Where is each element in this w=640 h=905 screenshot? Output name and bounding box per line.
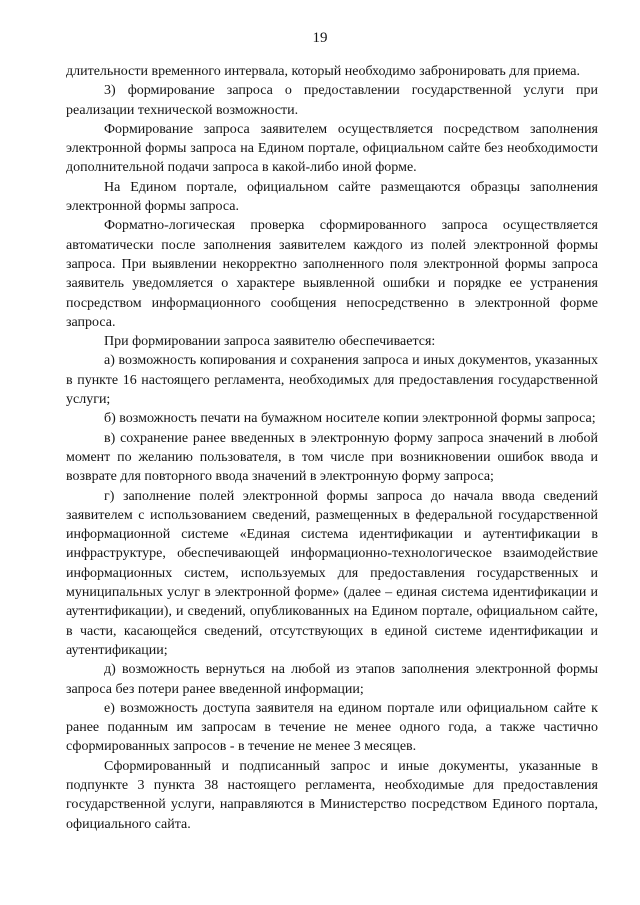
list-item-v: в) сохранение ранее введенных в электронную форму запроса значений в любой момент по желанию пользователя, в том числе при возникновении ошибок ввода и возврате для повторного ввода значений в электронную форму запроса; xyxy=(66,430,598,485)
paragraph-samples: На Едином портале, официальном сайте размещаются образцы заполнения электронной формы запроса. xyxy=(66,179,598,215)
page-number: 19 xyxy=(312,30,328,46)
list-item-e: е) возможность доступа заявителя на едином портале или официальном сайте к ранее поданным им запросам в течение не менее одного года, а также частично сформированных запросов - в течение не менее 3 месяцев. xyxy=(66,700,598,755)
paragraph-item-3: 3) формирование запроса о предоставлении государственной услуги при реализации технической возможности. xyxy=(66,83,598,118)
list-item-b: б) возможность печати на бумажном носителе копии электронной формы запроса; xyxy=(104,411,596,427)
paragraph-provided: При формировании запроса заявителю обеспечивается: xyxy=(104,334,436,350)
document-body xyxy=(66,62,598,834)
list-item-g: г) заполнение полей электронной формы запроса до начала ввода сведений заявителем с использованием сведений, размещенных в федеральной государственной информационной системе «Единая система идентификации и аутентификации в инфраструктуре, обеспечивающей информационно-технологическое взаимодействие информационных систем, используемых для предоставления государственных и муниципальных услуг в электронной форме» (далее – единая система идентификации и аутентификации), и сведений, опубликованных на Едином портале, официальном сайте, в части, касающейся сведений, отсутствующих в единой системе идентификации и аутентификации; xyxy=(66,488,598,658)
paragraph-submission: Сформированный и подписанный запрос и иные документы, указанные в подпункте 3 пункта 38 настоящего регламента, необходимые для предоставления государственной услуги, направляются в Министерство посредством Единого портала, официального сайта. xyxy=(66,758,598,832)
paragraph-request-formation: Формирование запроса заявителем осуществляется посредством заполнения электронной формы запроса на Едином портале, официальном сайте без необходимости дополнительной подачи запроса в какой-либо иной форме. xyxy=(66,121,598,176)
list-item-d: д) возможность вернуться на любой из этапов заполнения электронной формы запроса без потери ранее введенной информации; xyxy=(66,662,598,697)
list-item-a: а) возможность копирования и сохранения запроса и иных документов, указанных в пункте 16 настоящего регламента, необходимых для предоставления государственной услуги; xyxy=(66,353,598,408)
paragraph-continuation: длительности временного интервала, который необходимо забронировать для приема. xyxy=(66,64,580,79)
paragraph-format-check: Форматно-логическая проверка сформированного запроса осуществляется автоматически после заполнения заявителем каждого из полей электронной формы запроса. При выявлении некорректно заполненного поля электронной формы запроса заявитель уведомляется о характере выявленной ошибки и порядке ее устранения посредством информационного сообщения непосредственно в электронной форме запроса. xyxy=(66,218,598,330)
